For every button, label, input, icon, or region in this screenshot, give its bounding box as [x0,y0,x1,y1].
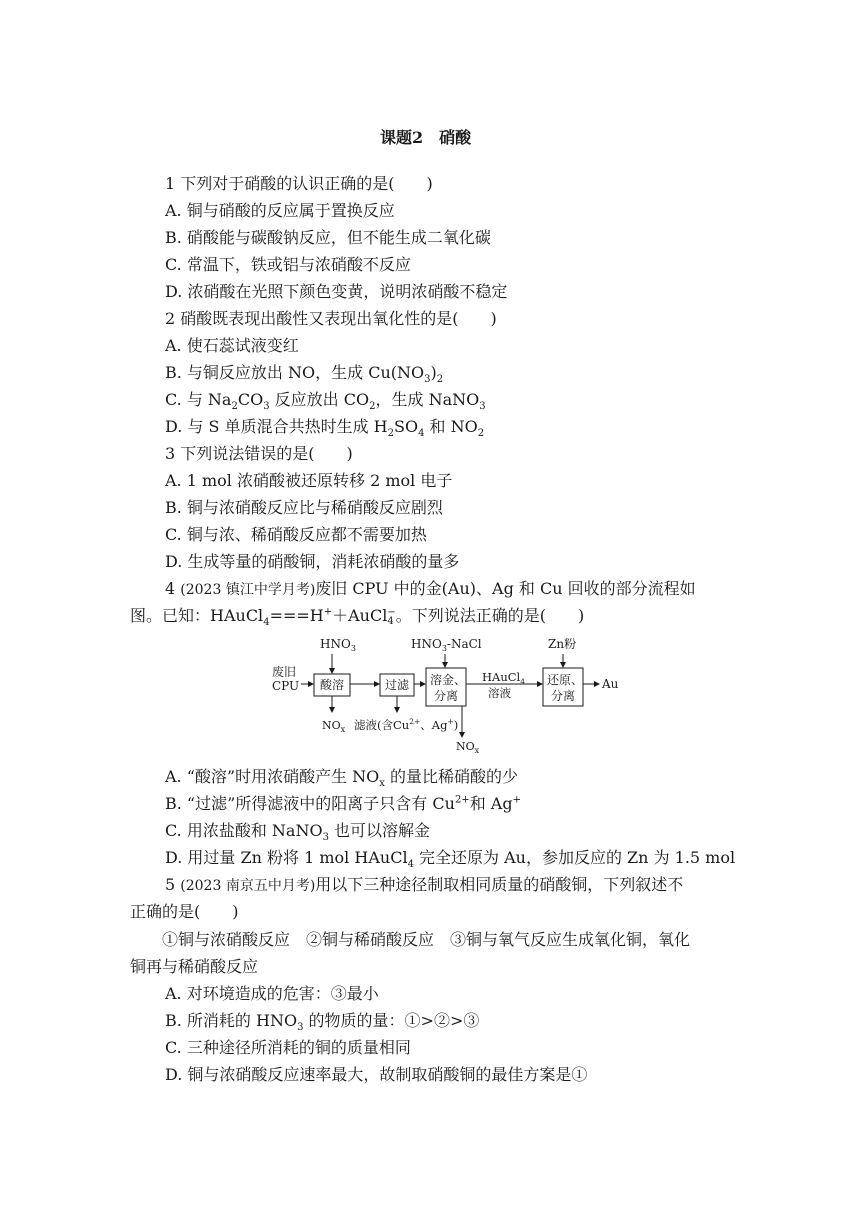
dissolve-gold-label-1: 溶金、 [430,673,467,687]
q4-option-c[interactable]: C. 用浓盐酸和 NaNO$_3$ 也可以溶解金 [165,821,431,844]
haucl4-label: HAuCl$_4$ [482,670,525,686]
lesson-topic: 硝酸 [439,128,472,147]
q3-option-d[interactable]: D. 生成等量的硝酸铜，消耗浓硝酸的量多 [165,552,460,571]
q1-stem: 1 下列对于硝酸的认识正确的是( ) [165,174,433,193]
out3-nox-label: $NO_x$ [456,740,480,755]
q5-option-d[interactable]: D. 铜与浓硝酸反应速率最大，故制取硝酸铜的最佳方案是① [165,1065,588,1084]
q5-option-c[interactable]: C. 三种途径所消耗的铜的质量相同 [165,1038,411,1057]
q5-source: (2023 南京五中月考) [180,878,316,894]
reduce-label-2: 分离 [551,689,576,703]
q5-option-b[interactable]: B. 所消耗的 $HNO_3$ 的物质的量：①>②>③ [165,1011,480,1034]
q4-option-a[interactable]: A. “酸溶”时用浓硝酸产生 $NO_x$ 的量比稀硝酸的少 [165,767,519,790]
q5-routes-line1: ①铜与浓硝酸反应 ②铜与稀硝酸反应 ③铜与氧气反应生成氧化铜，氧化 [162,930,691,949]
q1-option-b[interactable]: B. 硝酸能与碳酸钠反应，但不能生成二氧化碳 [165,228,491,247]
q3-stem: 3 下列说法错误的是( ) [165,444,353,463]
solution-label: 溶液 [488,686,511,700]
reagent-zn-label: Zn粉 [548,637,577,651]
dissolve-gold-label-2: 分离 [434,689,459,703]
reagent-hno3-nacl-label: $HNO_3$-NaCl [411,637,482,653]
input-label-top: 废旧 [272,665,297,679]
q2-option-a[interactable]: A. 使石蕊试液变红 [165,336,299,355]
product-au-label: Au [602,677,619,691]
q1-option-d[interactable]: D. 浓硝酸在光照下颜色变黄，说明浓硝酸不稳定 [165,282,508,301]
process-flow-diagram [268,632,638,756]
q4-stem-line2: 图。已知：HAuCl$_4$===H+＋AuCl − 4 。下列说法正确的是( ) [130,606,585,629]
lesson-label: 课题2 [380,128,424,147]
q4-option-b[interactable]: B. “过滤”所得滤液中的阳离子只含有 $Cu^{2+}$和 Ag+ [165,794,521,813]
q4-source: (2023 镇江中学月考) [180,582,316,598]
reduce-label-1: 还原、 [547,673,584,687]
q4-option-d[interactable]: D. 用过量 Zn 粉将 1 mol HAuCl$_4$ 完全还原为 Au，参加反应的 Zn 为 1.5 mol [165,848,736,871]
q5-stem-line1: 5 (2023 南京五中月考)用以下三种途径制取相同质量的硝酸铜，下列叙述不 [165,875,684,894]
q2-option-d[interactable]: D. 与 S 单质混合共热时生成 $H_2SO_4$ 和 $NO_2$ [165,417,485,440]
out1-nox-label: $NO_x$ [322,719,346,734]
q3-option-a[interactable]: A. 1 mol 浓硝酸被还原转移 2 mol 电子 [165,471,453,490]
q5-option-a[interactable]: A. 对环境造成的危害：③最小 [165,984,379,1003]
filtrate-label: 滤液(含$Cu^{2+}$、Ag+) [354,717,459,732]
acid-dissolve-label: 酸溶 [320,678,345,692]
q5-stem-line2: 正确的是( ) [130,902,239,921]
filter-label: 过滤 [385,678,410,692]
q2-stem: 2 硝酸既表现出酸性又表现出氧化性的是( ) [165,309,497,328]
page-title [380,128,471,148]
q4-stem-line1: 4 (2023 镇江中学月考)废旧 CPU 中的金(Au)、Ag 和 Cu 回收的部分流程如 [165,579,696,598]
q5-routes-line2: 铜再与稀硝酸反应 [130,957,259,976]
q3-option-c[interactable]: C. 铜与浓、稀硝酸反应都不需要加热 [165,525,427,544]
q1-option-c[interactable]: C. 常温下，铁或铝与浓硝酸不反应 [165,255,411,274]
q2-option-b[interactable]: B. 与铜反应放出 NO，生成 $Cu(NO_3)_2$ [165,363,444,386]
q3-option-b[interactable]: B. 铜与浓硝酸反应比与稀硝酸反应剧烈 [165,498,443,517]
q2-option-c[interactable]: C. 与 $Na_2CO_3$ 反应放出 $CO_2$，生成 NaNO$_3$ [165,390,486,413]
reagent-hno3-label: $HNO_3$ [320,637,356,653]
q1-option-a[interactable]: A. 铜与硝酸的反应属于置换反应 [165,201,395,220]
input-label-bottom: CPU [272,679,300,693]
